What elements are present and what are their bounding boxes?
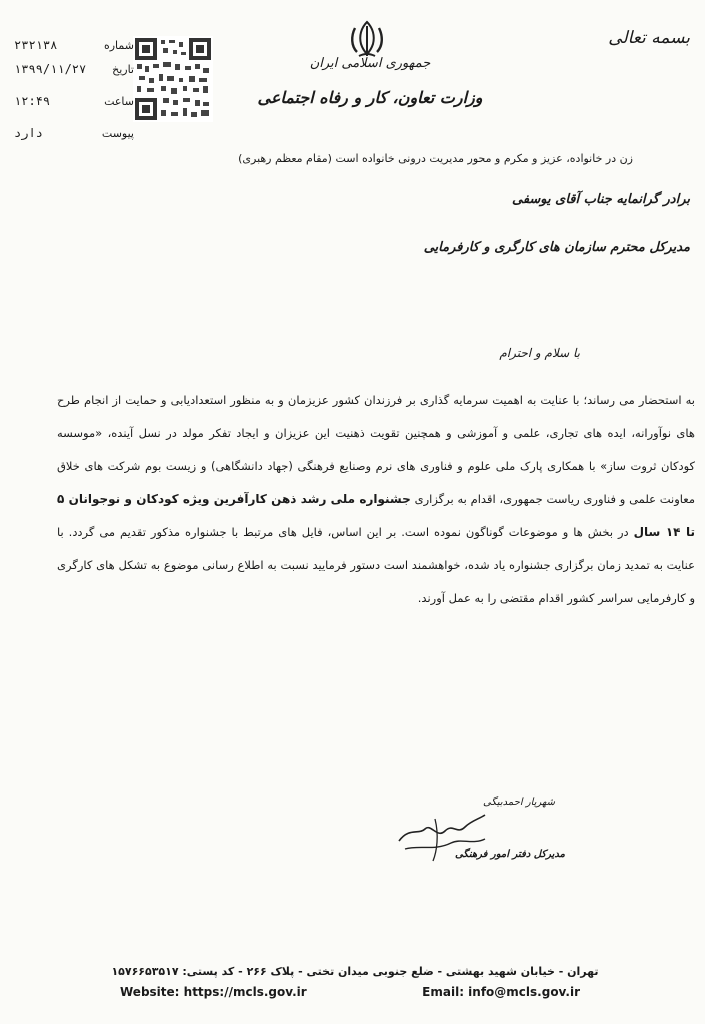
qr-code-icon bbox=[133, 36, 213, 122]
iran-emblem-icon bbox=[347, 18, 387, 60]
body-part-1: به استحضار می رساند؛ با عنایت به اهمیت سرمایه گذاری بر فرزندان کشور عزیزمان و به منظور استعدادیابی و حمایت از انجام طرح های نوآورانه، ایده های تجاری، علمی و آموزشی و همچنین تقویت ذهنیت این عزیزان و ایجاد تفکر مولد در نسل آینده، «موسسه کودکان ثروت ساز» با همکاری پارک ملی علوم و فناوری های نرم وصنایع فرهنگی (جهاد دانشگاهی) و زیست بوم شرکت های خلاق معاونت علمی و فناوری ریاست جمهوری، اقدام به برگزاری bbox=[57, 393, 696, 506]
number-value: ۲۳۲۱۳۸ bbox=[14, 38, 58, 52]
letter-date-row bbox=[14, 62, 134, 76]
footer-contact bbox=[120, 985, 580, 999]
attachment-value: دارد bbox=[14, 126, 43, 140]
time-value: ۱۲:۴۹ bbox=[14, 94, 51, 108]
letter-number-row bbox=[14, 38, 134, 52]
date-label: تاریخ bbox=[112, 63, 134, 76]
letter-time-row bbox=[14, 94, 134, 108]
footer-website: Website: https://mcls.gov.ir bbox=[120, 985, 307, 999]
time-label: ساعت bbox=[104, 95, 134, 108]
bismillah-heading: بسمه تعالی bbox=[608, 28, 690, 48]
addressee-name: برادر گرانمایه جناب آقای یوسفی bbox=[512, 192, 690, 207]
signatory-title: مدیرکل دفتر امور فرهنگی bbox=[454, 849, 565, 860]
salutation: با سلام و احترام bbox=[499, 346, 580, 360]
footer-email: Email: info@mcls.gov.ir bbox=[422, 985, 580, 999]
number-label: شماره bbox=[103, 39, 134, 52]
attachment-label: پیوست bbox=[101, 127, 134, 140]
leader-quote: زن در خانواده، عزیز و مکرم و محور مدیریت درونی خانواده است (مقام معظم رهبری) bbox=[238, 152, 633, 165]
signatory-name: شهریار احمدبیگی bbox=[483, 797, 555, 808]
body-festival-name: جشنواره ملی رشد ذهن کارآفرین ویژه کودکان و نوجوانان ۵ تا ۱۴ سال bbox=[57, 492, 695, 539]
ministry-title: وزارت تعاون، کار و رفاه اجتماعی bbox=[257, 88, 483, 107]
addressee-title: مدیرکل محترم سازمان های کارگری و کارفرمایی bbox=[423, 240, 690, 255]
republic-title: جمهوری اسلامی ایران bbox=[309, 56, 431, 71]
footer-address: تهران - خیابان شهید بهشتی - ضلع جنوبی میدان تختی - پلاک ۲۶۶ - کد پستی: ۱۵۷۶۶۵۳۵۱۷ bbox=[111, 965, 599, 978]
date-value: ۱۳۹۹/۱۱/۲۷ bbox=[14, 62, 87, 76]
letter-attachment-row bbox=[14, 126, 134, 140]
letter-body bbox=[57, 384, 695, 615]
body-part-2: در بخش ها و موضوعات گوناگون نموده است. بر این اساس، فایل های مرتبط با جشنواره مذکور تقدیم می گردد. با عنایت به تمدید زمان برگزاری جشنواره یاد شده، خواهشمند است دستور فرمایید نسبت به اطلاع رسانی موضوع به تشکل های کارگری و کارفرمایی سراسر کشور اقدام مقتضی را به عمل آورند. bbox=[57, 525, 695, 605]
